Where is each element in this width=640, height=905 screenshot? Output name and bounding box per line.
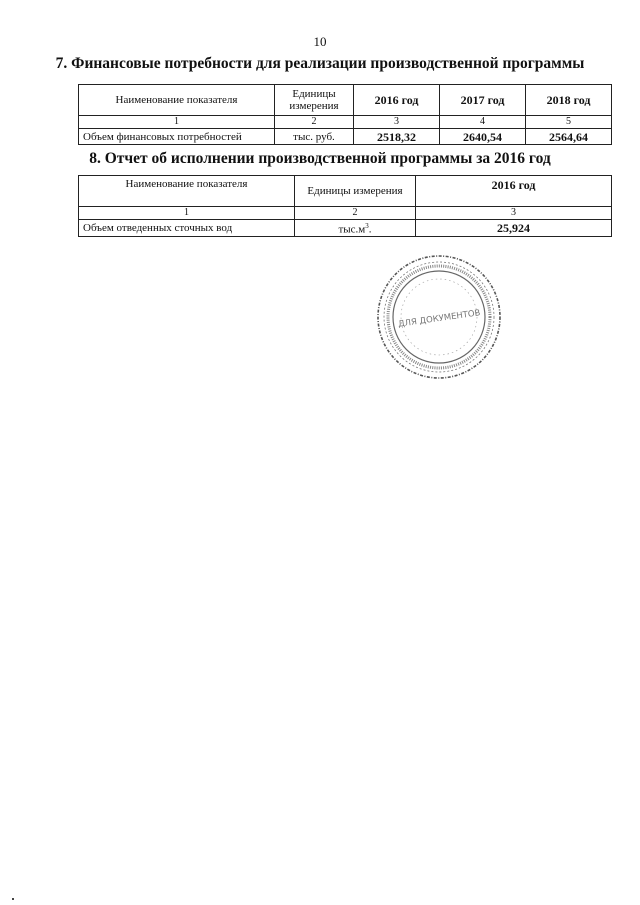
table-row (79, 129, 612, 145)
column-index: 1 (79, 116, 275, 129)
unit-cell: тыс. руб. (275, 129, 354, 145)
column-index: 3 (416, 207, 612, 220)
value-2018: 2564,64 (526, 129, 612, 145)
column-index: 2 (295, 207, 416, 220)
financial-needs-table (78, 84, 612, 145)
official-stamp-seal (375, 253, 503, 381)
column-index: 1 (79, 207, 295, 220)
column-header: 2016 год (416, 176, 612, 207)
table-header-row (79, 176, 612, 207)
page-number: 10 (313, 34, 327, 49)
value-2016: 25,924 (416, 220, 612, 237)
table-header-row (79, 85, 612, 116)
table-row (79, 220, 612, 237)
unit-superscript: 3 (365, 222, 369, 230)
column-index: 2 (275, 116, 354, 129)
program-report-table (78, 175, 612, 237)
stamp-text: ДЛЯ ДОКУМЕНТОВ (397, 308, 482, 330)
column-header: 2017 год (440, 85, 526, 116)
column-index: 3 (354, 116, 440, 129)
column-index: 4 (440, 116, 526, 129)
column-header: 2016 год (354, 85, 440, 116)
column-header: Единицы измерения (275, 85, 354, 116)
section-8-title: 8. Отчет об исполнении производственной программы за 2016 год (89, 150, 551, 167)
column-header: 2018 год (526, 85, 612, 116)
column-header: Наименование показателя (79, 85, 275, 116)
indicator-name: Объем финансовых потребностей (79, 129, 275, 145)
unit-text: тыс.м (338, 223, 366, 236)
unit-suffix: . (368, 223, 372, 236)
unit-cell (295, 220, 416, 237)
section-7-title: 7. Финансовые потребности для реализации производственной программы (55, 55, 585, 72)
column-header: Наименование показателя (79, 176, 295, 207)
value-2016: 2518,32 (354, 129, 440, 145)
column-index-row (79, 116, 612, 129)
column-header: Единицы измерения (295, 176, 416, 207)
column-index-row (79, 207, 612, 220)
value-2017: 2640,54 (440, 129, 526, 145)
margin-mark (12, 898, 14, 900)
column-index: 5 (526, 116, 612, 129)
indicator-name: Объем отведенных сточных вод (79, 220, 295, 237)
